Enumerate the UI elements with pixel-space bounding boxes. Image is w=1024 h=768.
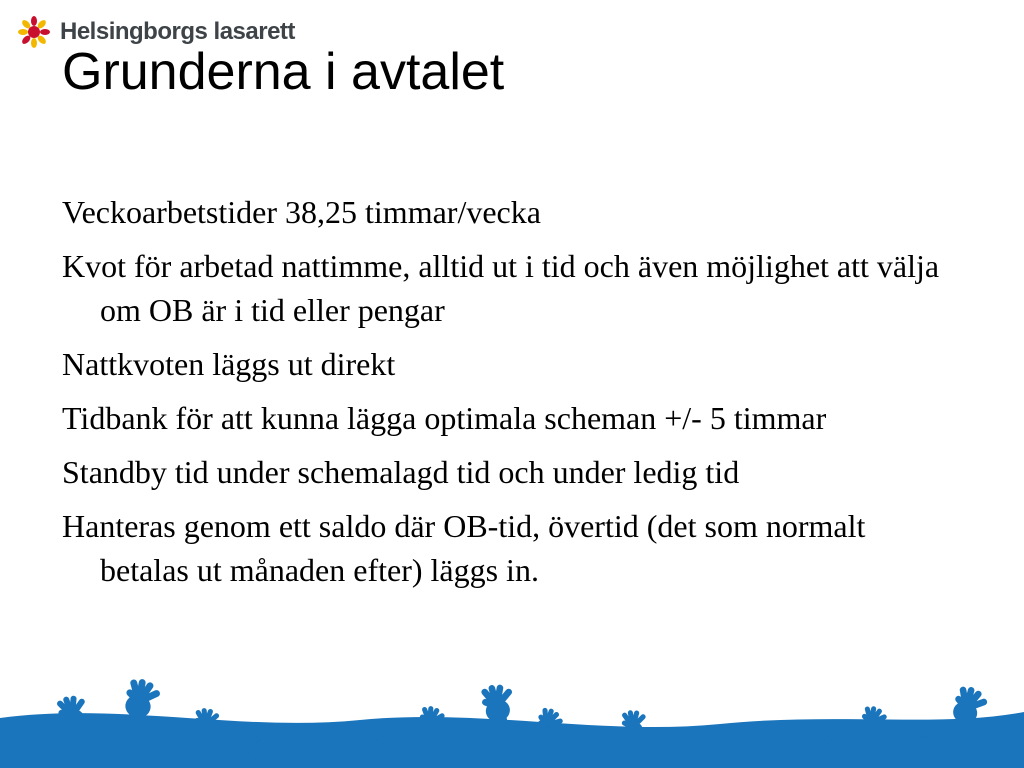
bullet-item: Kvot för arbetad nattimme, alltid ut i tid och även möjlighet att välja om OB är i tid eller pengar — [62, 248, 940, 328]
slide-title: Grunderna i avtalet — [62, 43, 505, 101]
sun-logo-icon — [16, 14, 52, 50]
logo-petal — [40, 29, 50, 35]
logo-petal — [31, 16, 37, 26]
bullet-item: Hanteras genom ett saldo där OB-tid, övertid (det som normalt betalas ut månaden efter) läggs in. — [62, 508, 866, 588]
bullet-list — [62, 190, 962, 602]
logo-petal — [18, 29, 28, 35]
logo-petal — [31, 38, 37, 48]
bullet-item: Veckoarbetstider 38,25 timmar/vecka — [62, 194, 541, 230]
bullet-item: Nattkvoten läggs ut direkt — [62, 346, 396, 382]
logo-text: Helsingborgs lasarett — [60, 18, 295, 45]
bullet-item: Tidbank för att kunna lägga optimala scheman +/- 5 timmar — [62, 400, 827, 436]
bullet-item: Standby tid under schemalagd tid och under ledig tid — [62, 454, 740, 490]
footer-hands-decoration — [0, 640, 1024, 768]
